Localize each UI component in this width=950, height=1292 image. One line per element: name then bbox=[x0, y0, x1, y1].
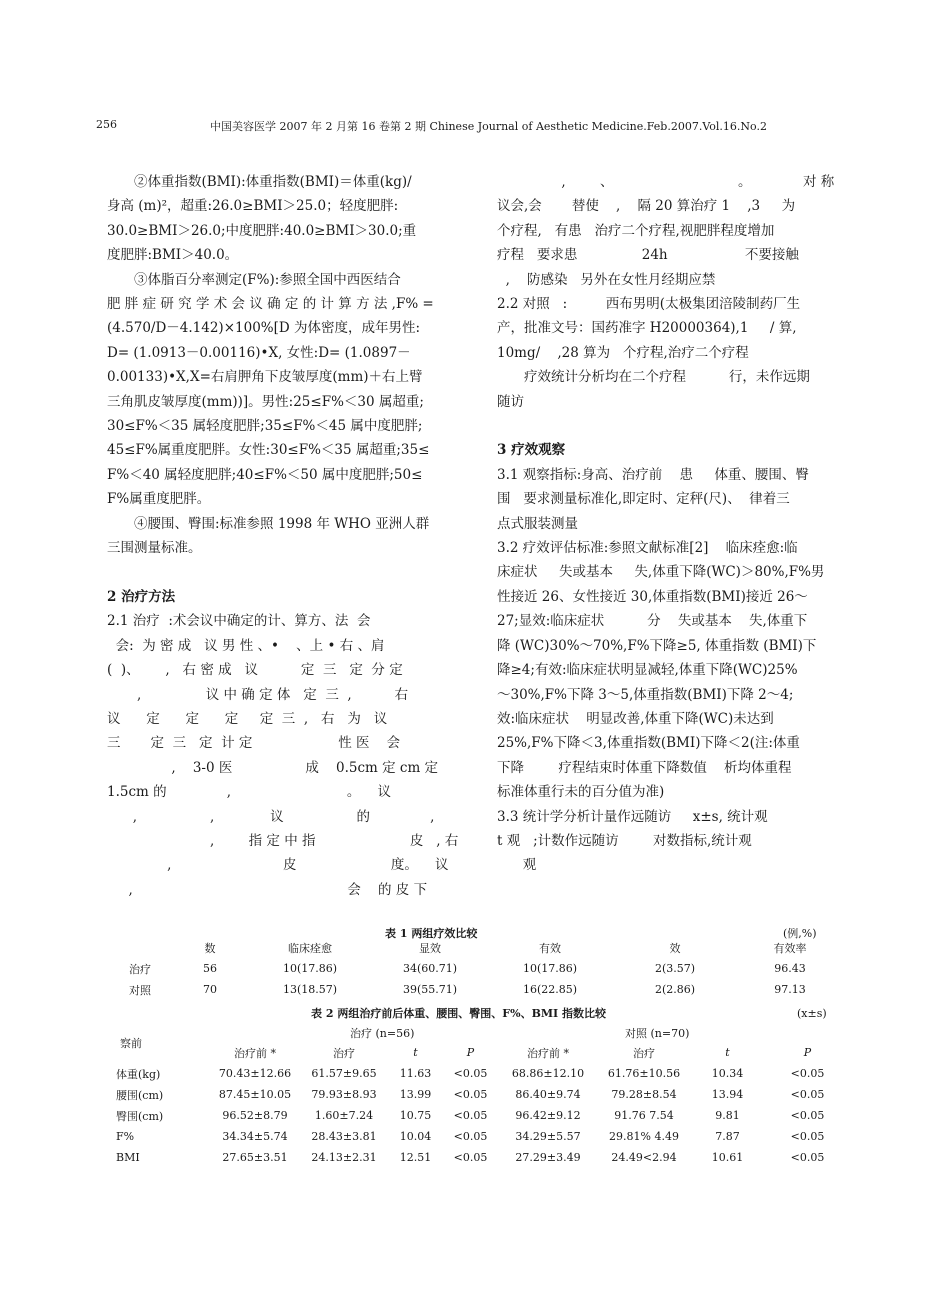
text-line: 围 要求测量标准化,即定时、定秤(尺)、 律着三 bbox=[497, 491, 790, 508]
table-cell: 39(55.71) bbox=[402, 983, 458, 996]
table-row bbox=[110, 979, 840, 1000]
text-line: 议会,会 替使 , 隔 20 算治疗 1 ,3 为 bbox=[497, 198, 796, 215]
text-line: ④腰围、臀围:标准参照 1998 年 WHO 亚洲人群 bbox=[134, 515, 430, 532]
text-line: , 皮 度。 议 bbox=[107, 857, 449, 874]
table2-caption: 表 2 两组治疗前后体重、腰围、臀围、F%、BMI 指数比较 bbox=[311, 1007, 607, 1020]
table-cell: <0.05 bbox=[790, 1088, 825, 1101]
table-cell: 29.81% 4.49 bbox=[609, 1130, 679, 1143]
text-line: , 、 。 对 称 bbox=[497, 174, 835, 190]
table2-header: t bbox=[413, 1046, 418, 1059]
table-cell: F% bbox=[116, 1130, 135, 1143]
table2-group-ctrl: 对照 (n=70) bbox=[625, 1027, 690, 1040]
text-line: 降≥4;有效:临床症状明显减轻,体重下降(WC)25% bbox=[497, 662, 798, 679]
text-line: 3.3 统计学分析计量作远随访 x±s, 统计观 bbox=[497, 808, 768, 825]
table-cell: 9.81 bbox=[715, 1109, 740, 1122]
text-line: 疗效统计分析均在二个疗程 行，未作远期 bbox=[524, 369, 810, 386]
table-cell: 24.13±2.31 bbox=[311, 1151, 377, 1164]
text-line: 床症状 失或基本 失,体重下降(WC)＞80%,F%男 bbox=[497, 564, 825, 581]
text-line: 2.2 对照 : 西布男明(太极集团涪陵制药厂生 bbox=[497, 296, 801, 313]
table-cell: 61.57±9.65 bbox=[311, 1067, 377, 1080]
text-line: , 议 中 确 定 体 定 三 , 右 bbox=[107, 686, 409, 703]
table-cell: 91.76 7.54 bbox=[614, 1109, 674, 1122]
table1-header bbox=[110, 937, 170, 958]
page-number: 256 bbox=[96, 118, 117, 131]
text-line: , 防感染 另外在女性月经期应禁 bbox=[497, 271, 716, 288]
text-line: 三 定 三 定 计 定 性 医 会 bbox=[107, 735, 401, 752]
table-cell: <0.05 bbox=[453, 1130, 488, 1143]
table-cell: 10.61 bbox=[711, 1151, 744, 1164]
table2-group-treat: 治疗 (n=56) bbox=[350, 1027, 415, 1040]
section-heading: 2 治疗方法 bbox=[107, 588, 176, 605]
text-line: 肥 胖 症 研 究 学 术 会 议 确 定 的 计 算 方 法 ,F% = bbox=[107, 296, 434, 313]
table-row bbox=[110, 1084, 850, 1105]
paragraph-gap bbox=[107, 561, 467, 585]
table2-header: P bbox=[466, 1046, 475, 1059]
table-cell: 34.29±5.57 bbox=[515, 1130, 581, 1143]
table-cell: <0.05 bbox=[790, 1151, 825, 1164]
table-row bbox=[110, 1105, 850, 1126]
table-row bbox=[110, 958, 840, 979]
table-cell: <0.05 bbox=[453, 1109, 488, 1122]
table1-header: 显效 bbox=[419, 941, 441, 955]
text-line: 度肥胖:BMI＞40.0。 bbox=[107, 247, 239, 264]
table-cell: 10.04 bbox=[399, 1130, 432, 1143]
table-cell: <0.05 bbox=[790, 1130, 825, 1143]
text-line: 三围测量标准。 bbox=[107, 540, 202, 557]
table-cell: <0.05 bbox=[790, 1109, 825, 1122]
text-line: 2.1 治疗 :术会议中确定的计、算方、法 会 bbox=[107, 613, 371, 630]
text-line: 个疗程, 有患 治疗二个疗程,视肥胖程度增加 bbox=[497, 222, 775, 239]
text-line: 10mg/ ,28 算为 个疗程,治疗二个疗程 bbox=[497, 344, 749, 361]
table1-header: 临床痊愈 bbox=[288, 941, 332, 955]
table2-header: P bbox=[803, 1046, 812, 1059]
text-line: 性接近 26、女性接近 30,体重指数(BMI)接近 26～ bbox=[497, 588, 808, 605]
table-cell: 11.63 bbox=[399, 1067, 432, 1080]
running-header: 中国美容医学 2007 年 2 月第 16 卷第 2 期 Chinese Journal of Aesthetic Medicine.Feb.2007.Vol.16.No.2 bbox=[210, 120, 767, 133]
table-cell: 腰围(cm) bbox=[116, 1088, 164, 1102]
table1-header: 效 bbox=[669, 941, 681, 955]
table-cell: 96.43 bbox=[774, 962, 806, 975]
table1-header: 有效 bbox=[539, 941, 561, 955]
table-cell: <0.05 bbox=[453, 1151, 488, 1164]
table-cell: 10(17.86) bbox=[522, 962, 578, 975]
table2-header: 治疗 bbox=[333, 1046, 355, 1060]
text-line: , , 议 的 , bbox=[107, 808, 435, 825]
table-cell: 68.86±12.10 bbox=[511, 1067, 585, 1080]
table-row bbox=[110, 1147, 850, 1168]
table1-header-row bbox=[110, 937, 840, 958]
table-cell: 96.52±8.79 bbox=[222, 1109, 288, 1122]
table-cell: 79.93±8.93 bbox=[311, 1088, 377, 1101]
table-cell: 10.75 bbox=[399, 1109, 432, 1122]
text-line: 效:临床症状 明显改善,体重下降(WC)未达到 bbox=[497, 710, 774, 727]
section-heading: 3 疗效观察 bbox=[497, 442, 566, 459]
table-cell: 13.99 bbox=[399, 1088, 432, 1101]
text-line: , 3-0 医 成 0.5cm 定 cm 定 bbox=[107, 759, 439, 776]
table2-row-header: 察前 bbox=[120, 1037, 142, 1050]
table-row bbox=[110, 1063, 850, 1084]
text-line: 30.0≥BMI＞26.0;中度肥胖:40.0≥BMI＞30.0;重 bbox=[107, 222, 417, 239]
table-cell: 56 bbox=[203, 962, 217, 975]
table-cell: 28.43±3.81 bbox=[311, 1130, 377, 1143]
table-cell: 13.94 bbox=[711, 1088, 744, 1101]
table2-unit: (x±s) bbox=[797, 1007, 827, 1020]
text-line: 45≤F%属重度肥胖。女性:30≤F%＜35 属超重;35≤ bbox=[107, 442, 430, 459]
table-cell: 16(22.85) bbox=[522, 983, 578, 996]
text-line: 疗程 要求患 24h 不要接触 bbox=[497, 247, 799, 264]
text-line: 身高 (m)²，超重:26.0≥BMI＞25.0；轻度肥胖: bbox=[107, 198, 399, 215]
table-cell: 27.29±3.49 bbox=[515, 1151, 581, 1164]
table-cell: 34(60.71) bbox=[402, 962, 458, 975]
table-cell: 61.76±10.56 bbox=[607, 1067, 681, 1080]
text-line: D= (1.0913－0.00116)•X, 女性:D= (1.0897－ bbox=[107, 344, 411, 361]
table-cell: <0.05 bbox=[453, 1088, 488, 1101]
table-cell: 97.13 bbox=[774, 983, 806, 996]
table2-header: 治疗前 * bbox=[234, 1046, 276, 1060]
table-cell: <0.05 bbox=[453, 1067, 488, 1080]
text-line: 观 bbox=[497, 857, 537, 874]
text-line: 三角肌皮皱厚度(mm))]。男性:25≤F%＜30 属超重; bbox=[107, 393, 424, 410]
text-line: 0.00133)•X,X=右肩胛角下皮皱厚度(mm)＋右上臂 bbox=[107, 369, 423, 386]
table-cell: 10(17.86) bbox=[282, 962, 338, 975]
table2-header: 治疗 bbox=[633, 1046, 655, 1060]
table-cell: 13(18.57) bbox=[282, 983, 338, 996]
text-line: 30≤F%＜35 属轻度肥胖;35≤F%＜45 属中度肥胖; bbox=[107, 418, 423, 435]
text-line: ③体脂百分率测定(F%):参照全国中西医结合 bbox=[134, 271, 401, 288]
text-line: 3.2 疗效评估标准:参照文献标准[2] 临床痊愈:临 bbox=[497, 540, 798, 557]
text-line: 1.5cm 的 , 。 议 bbox=[107, 784, 392, 801]
text-line: 会: 为 密 成 议 男 性 、• 、上 • 右 、肩 bbox=[107, 637, 385, 654]
paragraph-gap bbox=[497, 414, 857, 438]
table-cell: 86.40±9.74 bbox=[515, 1088, 581, 1101]
text-line: F%＜40 属轻度肥胖;40≤F%＜50 属中度肥胖;50≤ bbox=[107, 466, 423, 483]
text-line: 标准体重行未的百分值为准) bbox=[497, 784, 665, 801]
table-cell: 10.34 bbox=[711, 1067, 744, 1080]
table-cell: 7.87 bbox=[715, 1130, 740, 1143]
text-line: F%属重度肥胖。 bbox=[107, 491, 211, 508]
table1-header: 有效率 bbox=[773, 941, 807, 955]
table2-header: t bbox=[725, 1046, 730, 1059]
table1 bbox=[110, 937, 840, 1000]
table1-caption: 表 1 两组疗效比较 bbox=[385, 927, 478, 940]
table-cell: 2(2.86) bbox=[654, 983, 696, 996]
text-line: 27;显效:临床症状 分 失或基本 失,体重下 bbox=[497, 613, 808, 630]
table-cell: 87.45±10.05 bbox=[218, 1088, 292, 1101]
table-cell: 96.42±9.12 bbox=[515, 1109, 581, 1122]
table1-unit: (例,%) bbox=[783, 927, 817, 940]
text-line: 25%,F%下降＜3,体重指数(BMI)下降＜2(注:体重 bbox=[497, 735, 800, 752]
table2 bbox=[110, 1042, 850, 1168]
table-cell: 79.28±8.54 bbox=[611, 1088, 677, 1101]
table-cell: 治疗 bbox=[129, 962, 151, 976]
right-column bbox=[497, 170, 857, 878]
text-line: 点式服装测量 bbox=[497, 515, 578, 532]
table-cell: 70.43±12.66 bbox=[218, 1067, 292, 1080]
table-cell: 70 bbox=[203, 983, 217, 996]
table-cell: 臀围(cm) bbox=[116, 1109, 164, 1123]
table2-header: 治疗前 * bbox=[527, 1046, 569, 1060]
left-column bbox=[107, 170, 467, 902]
table-cell: 27.65±3.51 bbox=[222, 1151, 288, 1164]
text-line: t 观 ;计数作远随访 对数指标,统计观 bbox=[497, 832, 752, 849]
table-cell: BMI bbox=[116, 1151, 140, 1164]
text-line: 随访 bbox=[497, 393, 524, 410]
text-line: , 指 定 中 指 皮 , 右 bbox=[107, 832, 459, 849]
text-line: 产，批准文号：国药准字 H20000364),1 / 算, bbox=[497, 320, 797, 337]
text-line: 议 定 定 定 定 三 , 右 为 议 bbox=[107, 710, 388, 727]
text-line: 3.1 观察指标:身高、治疗前 患 体重、腰围、臀 bbox=[497, 466, 809, 483]
text-line: ( )、 , 右 密 成 议 定 三 定 分 定 bbox=[107, 662, 403, 679]
table-cell: 12.51 bbox=[399, 1151, 432, 1164]
text-line: ②体重指数(BMI):体重指数(BMI)＝体重(kg)/ bbox=[134, 174, 412, 190]
table-cell: 1.60±7.24 bbox=[314, 1109, 374, 1122]
table2-header-row bbox=[110, 1042, 850, 1063]
table-cell: 2(3.57) bbox=[654, 962, 696, 975]
table1-header: 数 bbox=[204, 941, 216, 955]
table-row bbox=[110, 1126, 850, 1147]
table-cell: 体重(kg) bbox=[116, 1067, 161, 1081]
text-line: 降 (WC)30%～70%,F%下降≥5, 体重指数 (BMI)下 bbox=[497, 637, 817, 654]
table-cell: 34.34±5.74 bbox=[222, 1130, 288, 1143]
text-line: (4.570/D－4.142)×100%[D 为体密度，成年男性: bbox=[107, 320, 421, 337]
text-line: 下降 疗程结束时体重下降数值 析均体重程 bbox=[497, 759, 792, 776]
table-cell: <0.05 bbox=[790, 1067, 825, 1080]
table-cell: 24.49<2.94 bbox=[611, 1151, 677, 1164]
table-cell: 对照 bbox=[129, 983, 151, 997]
text-line: ～30%,F%下降 3～5,体重指数(BMI)下降 2～4; bbox=[497, 686, 794, 703]
text-line: , 会 的 皮 下 bbox=[107, 881, 428, 898]
